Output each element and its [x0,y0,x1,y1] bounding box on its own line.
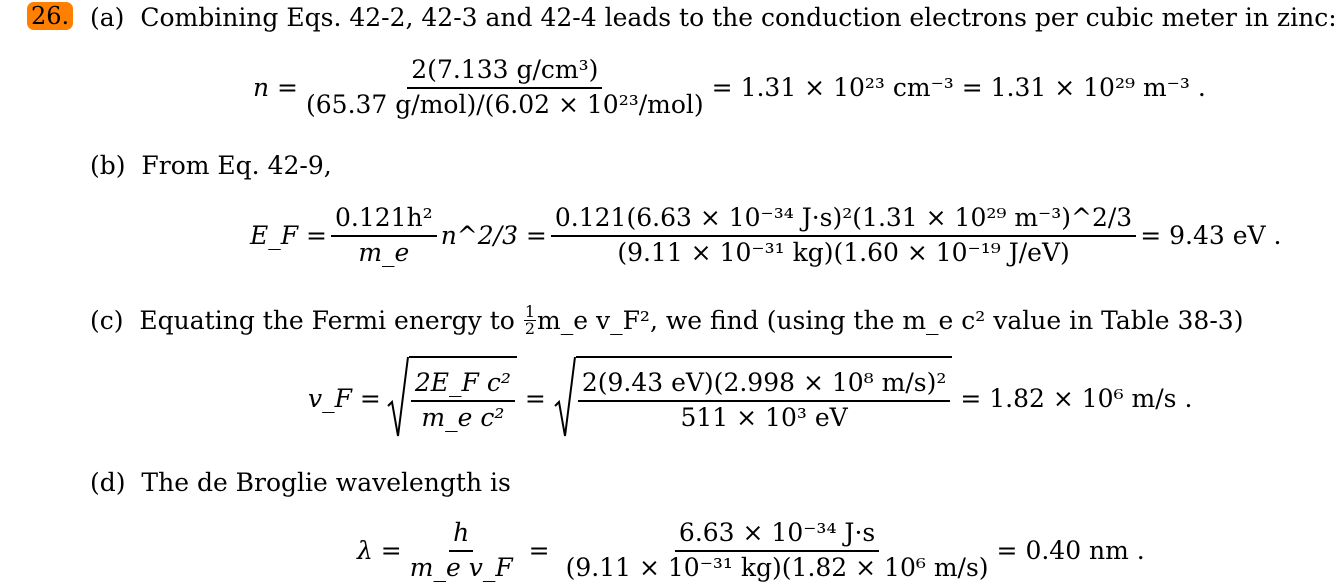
part-a-fraction [302,56,708,120]
part-d-text: The de Broglie wavelength is [141,468,511,497]
part-c-half-denominator: 2 [524,319,535,338]
part-d-fraction-2 [562,519,993,583]
part-b-equation [250,204,1281,268]
part-c-text-line [90,304,1243,337]
part-a-equation [253,56,1206,120]
part-d-fraction-1 [406,519,517,583]
part-b-numerator: 0.121(6.63 × 10⁻³⁴ J·s)²(1.31 × 10²⁹ m⁻³)^2/3 [551,204,1136,237]
part-d-result: = 0.40 nm . [996,536,1145,566]
part-a-result: = 1.31 × 10²³ cm⁻³ = 1.31 × 10²⁹ m⁻³ . [711,73,1206,103]
part-a-numerator: 2(7.133 g/cm³) [407,56,602,89]
part-c-frac1-denominator: m_e c² [421,403,505,432]
part-b-fraction-1 [331,204,437,268]
part-c-denominator: 511 × 10³ eV [680,403,848,432]
part-b-fraction-2 [551,204,1136,268]
part-d-equation: λ = $\frac{h}{\text{m\_e v\_F}}$ = $\frac{\text{6.63 × 10⁻³⁴ J·s}}{\text{(9.11 × 10⁻³¹ kg)(1.82 × 10⁶ m/s)}}$ = 0.40 nm . [357,518,1145,582]
part-b-text: From Eq. 42-9, [141,151,332,180]
part-d-lhs: λ = [357,536,402,566]
problem-number-badge: 26. [27,2,73,30]
part-d-denominator: (9.11 × 10⁻³¹ kg)(1.82 × 10⁶ m/s) [565,552,989,582]
part-c-half-numerator: 1 [524,302,535,321]
part-c-sqrt-2 [554,356,953,440]
part-b-frac1-numerator: 0.121h² [331,204,437,237]
part-a-text-line [90,5,1337,30]
part-c-label: (c) [90,306,124,335]
part-d-numerator: 6.63 × 10⁻³⁴ J·s [675,519,879,552]
part-d-label: (d) [90,468,126,497]
part-d-frac1-numerator: h [449,519,473,552]
part-a-label: (a) [90,3,125,32]
part-d-text-line [90,470,511,495]
part-c-fraction-2 [578,369,951,433]
part-c-lhs: v_F = [308,383,381,413]
part-b-denominator: (9.11 × 10⁻³¹ kg)(1.60 × 10⁻¹⁹ J/eV) [617,237,1070,267]
part-a-lhs: n = [253,73,298,103]
part-c-half-fraction [524,304,536,337]
part-c-text-after: m_e v_F², we find (using the m_e c² value in Table 38-3) [537,306,1244,335]
radical-sign-icon [554,356,576,440]
part-c-sqrt-1 [387,356,517,440]
part-b-lhs: E_F = [250,221,327,251]
part-b-result: = 9.43 eV . [1140,221,1282,251]
part-d-frac1-denominator: m_e v_F [409,552,513,582]
part-c-numerator: 2(9.43 eV)(2.998 × 10⁸ m/s)² [578,369,951,402]
part-c-frac1-numerator: 2E_F c² [411,369,515,402]
part-c-text-before: Equating the Fermi energy to [139,306,515,335]
part-c-fraction-1 [411,369,515,433]
part-b-label: (b) [90,151,126,180]
part-b-frac1-denominator: m_e [358,237,410,267]
radical-sign-icon [387,356,409,440]
part-c-equation: v_F = $\frac{\text{2E\_F c²}}{\text{m\_e c²}}$ = $\frac{\text{2(9.43 eV)(2.998 × 10⁸ m/s)²}}{\text{511 × 10³ eV}}$ = 1.82 × 10⁶ m/s . [308,356,1192,440]
part-a-text: Combining Eqs. 42-2, 42-3 and 42-4 leads to the conduction electrons per cubic meter in zinc: [140,3,1337,32]
part-b-text-line [90,153,332,178]
part-b-power: n^2/3 = [440,221,547,251]
part-c-result: = 1.82 × 10⁶ m/s . [960,383,1193,413]
part-a-denominator: (65.37 g/mol)/(6.02 × 10²³/mol) [306,89,704,119]
